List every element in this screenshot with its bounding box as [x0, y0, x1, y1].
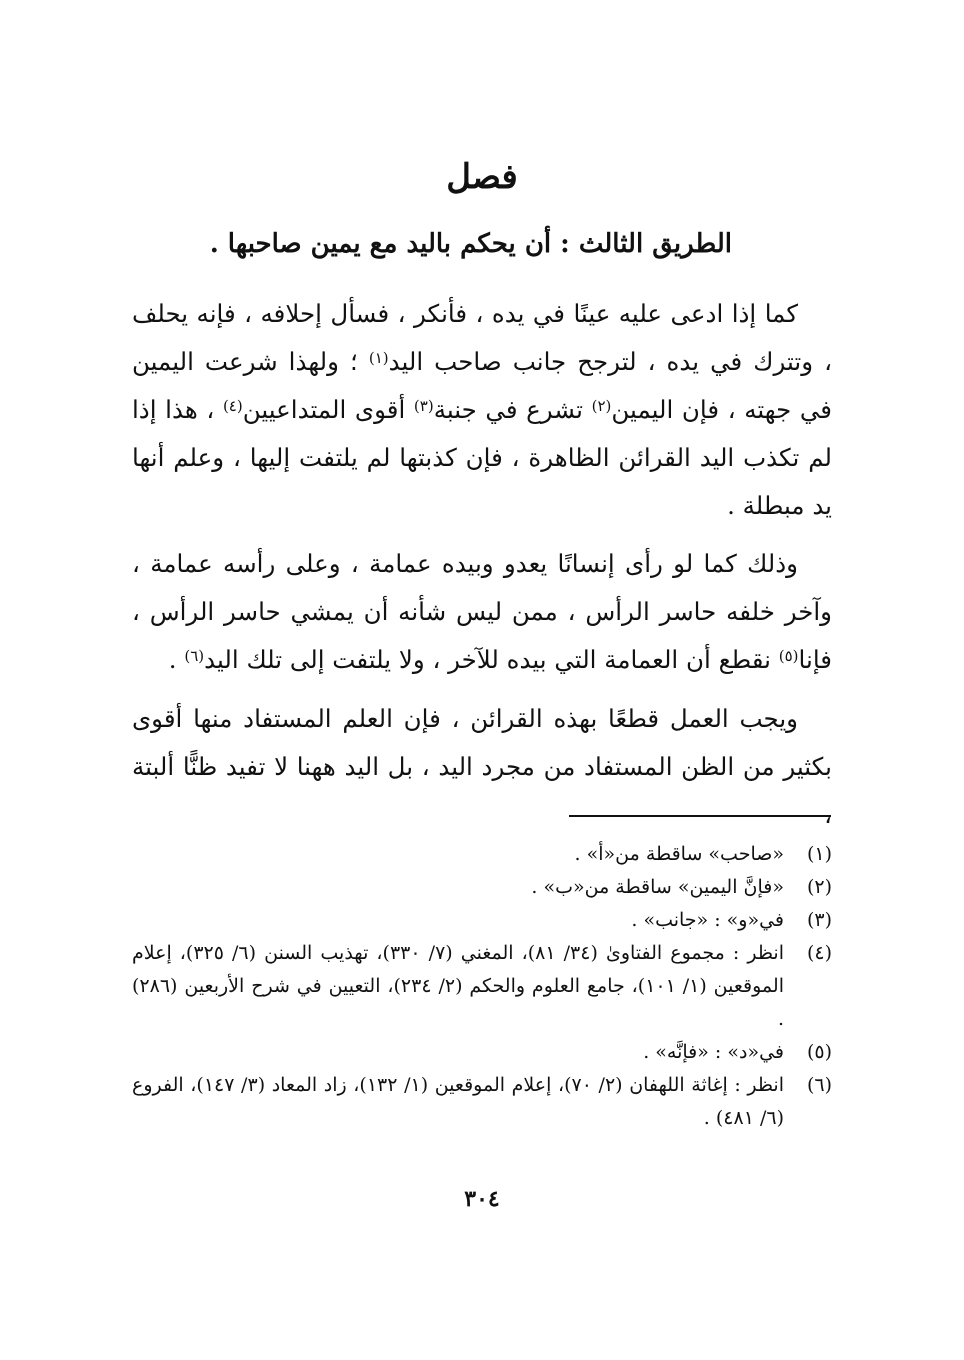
footnote-ref-3: (٣)	[413, 396, 434, 415]
paragraph-1-text-d: أقوى المتداعيين	[242, 395, 414, 424]
footnote-ref-6: (٦)	[184, 646, 205, 665]
footnote-2	[132, 871, 832, 904]
paragraph-1	[132, 290, 832, 530]
section-subtitle: الطريق الثالث : أن يحكم باليد مع يمين صاحبها .	[209, 229, 732, 259]
footnote-text: في«د» : «فإنَّه» .	[643, 1041, 784, 1063]
paragraph-1-text-b: ؛ ولهذا شرعت اليمين في جهته ، فإن اليمين	[132, 347, 833, 424]
footnote-number: (٤)	[806, 942, 832, 964]
paragraph-3	[132, 695, 832, 839]
paragraph-2-text-c: .	[168, 645, 185, 674]
footnote-text: «فإنَّ اليمين» ساقطة من«ب» .	[531, 876, 784, 898]
footnote-text: في«و» : «جانب» .	[631, 909, 784, 931]
footnote-number: (٣)	[806, 909, 832, 931]
chapter-title: فصل	[446, 157, 518, 197]
footnote-number: (٥)	[806, 1041, 832, 1063]
paragraph-3-text: ويجب العمل قطعًا بهذه القرائن ، فإن العلم المستفاد منها أقوى بكثير من الظن المستفاد من مجرد اليد ، بل اليد ههنا لا تفيد ظنًّا ألبتة ،	[132, 704, 832, 829]
page-number: ٣٠٤	[464, 1186, 500, 1212]
footnote-text: «صاحب» ساقطة من«أ» .	[574, 843, 784, 865]
paragraph-2-text-b: نقطع أن العمامة التي بيده للآخر ، ولا يلتفت إلى تلك اليد	[204, 645, 779, 674]
footnote-number: (١)	[806, 843, 832, 865]
footnotes-list	[132, 838, 832, 1135]
footnote-1	[132, 838, 832, 871]
footnote-3	[132, 904, 832, 937]
footnote-ref-5: (٥)	[778, 646, 799, 665]
paragraph-1-text-c: تشرع في جنبة	[433, 395, 592, 424]
footnote-4	[132, 937, 832, 1036]
footnote-ref-1: (١)	[368, 348, 389, 367]
footnote-text: انظر : مجموع الفتاوىٰ (٣٤/ ٨١)، المغني (٧/ ٣٣٠)، تهذيب السنن (٦/ ٣٢٥)، إعلام الموقعين (١/ ١٠١)، جامع العلوم والحكم (٢/ ٢٣٤)، التعيين في شرح الأربعين (٢٨٦) .	[132, 942, 784, 1030]
footnote-5	[132, 1036, 832, 1069]
footnote-ref-2: (٢)	[591, 396, 612, 415]
paragraph-1-text-e: ، هذا إذا لم تكذب اليد القرائن الظاهرة ، فإن كذبتها لم يلتفت إليها ، وعلم أنها يد مبطلة .	[132, 395, 832, 520]
footnote-6	[132, 1069, 832, 1135]
paragraph-1-text-a: كما إذا ادعى عليه عينًا في يده ، فأنكر ، فسأل إحلافه ، فإنه يحلف ، وتترك في يده ، لترجح جانب صاحب اليد	[132, 299, 832, 376]
footnote-text: انظر : إغاثة اللهفان (٢/ ٧٠)، إعلام الموقعين (١/ ١٣٢)، زاد المعاد (٣/ ١٤٧)، الفروع (٦/ ٤٨١) .	[132, 1074, 784, 1129]
footnote-number: (٢)	[806, 876, 832, 898]
footnote-number: (٦)	[806, 1074, 832, 1096]
footnote-divider	[569, 815, 831, 817]
footnote-ref-4: (٤)	[222, 396, 243, 415]
paragraph-2-text-a: وذلك كما لو رأى إنسانًا يعدو وبيده عمامة ، وعلى رأسه عمامة ، وآخر خلفه حاسر الرأس ، ممن ليس شأنه أن يمشي حاسر الرأس ، فإنا	[132, 549, 832, 674]
paragraph-2	[132, 540, 832, 684]
